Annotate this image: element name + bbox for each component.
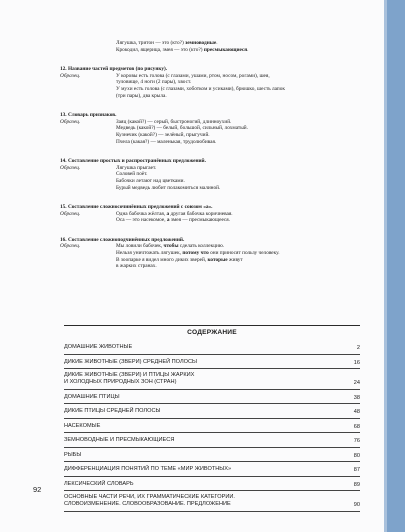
page-number: 92 <box>33 485 42 494</box>
toc-entry-title: ДИКИЕ ПТИЦЫ СРЕДНЕЙ ПОЛОСЫ <box>64 408 161 414</box>
sample-line: В зоопарке я видел много диких зверей, которые живут <box>116 256 243 263</box>
section-16 <box>60 237 360 270</box>
sample-line: Пчела (какая?) — маленькая, трудолюбивая. <box>116 138 217 145</box>
section-title: 15. Составление сложносочинённых предложений с союзом «а». <box>60 204 213 211</box>
toc-entry-title: ДИКИЕ ЖИВОТНЫЕ (ЗВЕРИ) СРЕДНЕЙ ПОЛОСЫ <box>64 358 197 365</box>
sample-label: Образец. <box>60 210 81 217</box>
sample-line: Кузнечик (какой?) — зелёный, прыгучий. <box>116 131 210 138</box>
toc-entry-page: 38 <box>353 394 360 401</box>
toc-title: СОДЕРЖАНИЕ <box>187 329 237 336</box>
sample-line: Заяц (какой?) — серый, быстроногий, длинноухий. <box>116 118 232 125</box>
toc-entry-page: 16 <box>353 359 360 366</box>
toc-entry[interactable] <box>64 419 360 434</box>
intro-line-2: Крокодил, ящерица, змея — это (кто?) пресмыкающиеся. <box>116 46 249 53</box>
toc-entry-title: ДИФФЕРЕНЦИАЦИЯ ПОНЯТИЙ ПО ТЕМЕ «МИР ЖИВОТНЫХ» <box>64 466 232 472</box>
toc-entry[interactable] <box>64 404 360 419</box>
toc-entry[interactable] <box>64 369 360 390</box>
sample-line: Соловей поёт. <box>116 171 148 178</box>
section-12 <box>60 66 360 99</box>
sample-label: Образец. <box>60 72 81 79</box>
toc-entry-page: 68 <box>353 423 360 430</box>
toc-entry[interactable] <box>64 390 360 405</box>
sample-line: Лягушка прыгает. <box>116 164 157 171</box>
toc-entry[interactable] <box>64 462 360 477</box>
toc-divider <box>64 325 360 326</box>
table-of-contents <box>64 340 360 512</box>
toc-entry-page: 80 <box>353 452 360 459</box>
toc-entry-page: 87 <box>353 467 360 473</box>
sample-line: в жарких странах. <box>116 263 157 270</box>
toc-entry-title: ДИКИЕ ЖИВОТНЫЕ (ЗВЕРИ) И ПТИЦЫ ЖАРКИХ И ХОЛОДНЫХ ПРИРОДНЫХ ЗОН (СТРАН) <box>64 372 195 385</box>
toc-entry[interactable] <box>64 477 360 492</box>
toc-entry-page: 76 <box>353 438 360 444</box>
sample-line: Медведь (какой?) — белый, большой, сильный, лохматый. <box>116 125 248 132</box>
toc-entry-page: 48 <box>353 409 360 415</box>
toc-entry-page: 2 <box>356 345 360 351</box>
toc-entry[interactable] <box>64 448 360 463</box>
sample-line: Бурый медведь любит полакомиться малиной. <box>116 184 221 191</box>
section-title: 14. Составление простых и распространённых предложений. <box>60 158 206 165</box>
page-edge-bar <box>385 0 405 532</box>
toc-entry-page: 90 <box>353 502 360 508</box>
toc-entry-title: ОСНОВНЫЕ ЧАСТИ РЕЧИ, ИХ ГРАММАТИЧЕСКИЕ КАТЕГОРИИ. СЛОВОИЗМЕНЕНИЕ. СЛОВООБРАЗОВАНИЕ. ПРЕДЛОЖЕНИЕ <box>64 494 235 507</box>
sample-line: (три пары), два крыла. <box>116 92 167 99</box>
toc-entry[interactable] <box>64 355 360 370</box>
section-15 <box>60 204 360 224</box>
page-edge-line <box>384 0 387 532</box>
exercise-content <box>60 40 360 270</box>
toc-entry[interactable] <box>64 340 360 355</box>
toc-entry-title: РЫБЫ <box>64 451 82 458</box>
toc-entry[interactable] <box>64 433 360 448</box>
sample-line: У мухи есть голова (с глазами, хоботком и усиками), брюшко, шесть лапок <box>116 85 285 92</box>
sample-label: Образец. <box>60 118 81 125</box>
sample-label: Образец. <box>60 164 81 171</box>
section-title: 16. Составление сложноподчинённых предложений. <box>60 236 185 243</box>
toc-entry-title: ЗЕМНОВОДНЫЕ И ПРЕСМЫКАЮЩИЕСЯ <box>64 437 175 443</box>
sample-line: Бабочки летают над цветками. <box>116 177 185 184</box>
sample-label: Образец. <box>60 243 81 250</box>
toc-entry-page: 24 <box>353 380 360 386</box>
toc-entry-title: ЛЕКСИЧЕСКИЙ СЛОВАРЬ <box>64 480 134 487</box>
toc-entry-title: ДОМАШНИЕ ПТИЦЫ <box>64 393 120 400</box>
toc-entry[interactable] <box>64 491 360 512</box>
section-title: 13. Словарь признаков. <box>60 112 117 119</box>
sample-line: Мы ловили бабочек, чтобы сделать коллекцию. <box>116 243 225 250</box>
toc-entry-title: НАСЕКОМЫЕ <box>64 422 101 429</box>
section-14 <box>60 158 360 191</box>
intro-line-1: Лягушка, тритон — это (кто?) земноводные. <box>116 40 218 46</box>
sample-line: туловище, 4 ноги (2 пары), хвост. <box>116 79 192 86</box>
sample-line: Нельзя уничтожать лягушек, потому что они приносят пользу человеку. <box>116 250 280 257</box>
sample-line: У коровы есть голова (с глазами, ушами, ртом, носом, рогами), шея, <box>116 72 270 79</box>
sample-line: Одна бабочка жёлтая, а другая бабочка коричневая. <box>116 210 233 217</box>
section-title: 12. Название частей предметов (по рисунку). <box>60 66 168 73</box>
toc-entry-page: 89 <box>353 481 360 488</box>
intro-block <box>60 40 360 53</box>
section-13 <box>60 112 360 145</box>
toc-entry-title: ДОМАШНИЕ ЖИВОТНЫЕ <box>64 344 133 350</box>
sample-line: Оса — это насекомое, а змея — пресмыкающееся. <box>116 217 231 224</box>
